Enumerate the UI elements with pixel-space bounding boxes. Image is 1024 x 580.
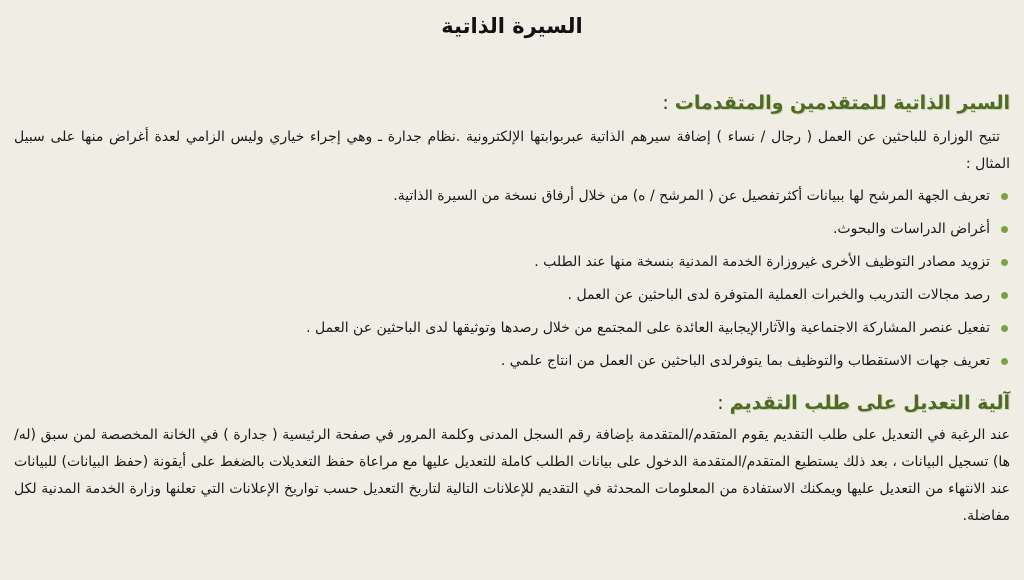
section-heading-edit-text: آلية التعديل على طلب التقديم [729,392,1010,414]
bullet-icon [1001,325,1008,332]
list-item-text: أغراض الدراسات والبحوث. [832,221,990,237]
section-heading-cv [662,92,1010,114]
page-title: السيرة الذاتية [441,14,583,38]
list-item [30,281,1010,314]
bullet-icon [1001,259,1008,266]
section-heading-cv-colon: : [662,92,669,114]
bullet-icon [1001,193,1008,200]
list-item-text: تعريف جهات الاستقطاب والتوظيف بما يتوفرلدى الباحثين عن العمل من انتاج علمي . [500,353,990,369]
list-item-text: تفعيل عنصر المشاركة الاجتماعية والآثارالإيجابية العائدة على المجتمع من خلال رصدها وتوثيقها لدى الباحثين عن العمل . [306,320,990,336]
list-item-text: تعريف الجهة المرشح لها ببيانات أكثرتفصيل عن ( المرشح / ه) من خلال أرفاق نسخة من السيرة الذاتية. [393,188,990,204]
list-item-text: رصد مجالات التدريب والخبرات العملية المتوفرة لدى الباحثين عن العمل . [567,287,990,303]
section-heading-cv-text: السير الذاتية للمتقدمين والمتقدمات [674,92,1010,114]
bullet-icon [1001,226,1008,233]
bullet-icon [1001,358,1008,365]
list-item [30,182,1010,215]
edit-procedure-paragraph: عند الرغبة في التعديل على طلب التقديم يقوم المتقدم/المتقدمة بإضافة رقم السجل المدنى وكلمة المرور في صفحة الرئيسية ( جدارة ) في الخانة المخصصة لمن سبق (له/ها) تسجيل البيانات ، بعد ذلك يستطيع المتقدم/المتقدمة الدخول على بيانات الطلب كاملة للتعديل عليها مع مراعاة حفظ التعديلات بالضغط على أيقونة (حفظ البيانات) للبيانات عند الانتهاء من التعديل عليها ويمكنك الاستفادة من المعلومات المحدثة في التقديم للإعلانات التالية لتاريخ التعديل حسب تواريخ الإعلانات التي تعلنها وزارة الخدمة المدنية لكل مفاضلة. [14,427,1010,524]
list-item [30,347,1010,380]
list-item [30,248,1010,281]
list-item [30,215,1010,248]
cv-purposes-list [30,182,1010,380]
bullet-icon [1001,292,1008,299]
section-heading-edit-colon: : [717,392,724,414]
cv-intro-paragraph: تتيح الوزارة للباحثين عن العمل ( رجال / نساء ) إضافة سيرهم الذاتية عبربوابتها الإلكترونية .نظام جدارة ـ وهي إجراء خياري وليس الزامي لعدة أغراض منها على سبيل المثال : [14,129,1010,172]
section-heading-edit [717,392,1010,414]
list-item-text: تزويد مصادر التوظيف الأخرى غيروزارة الخدمة المدنية بنسخة منها عند الطلب . [534,254,990,270]
list-item [30,314,1010,347]
